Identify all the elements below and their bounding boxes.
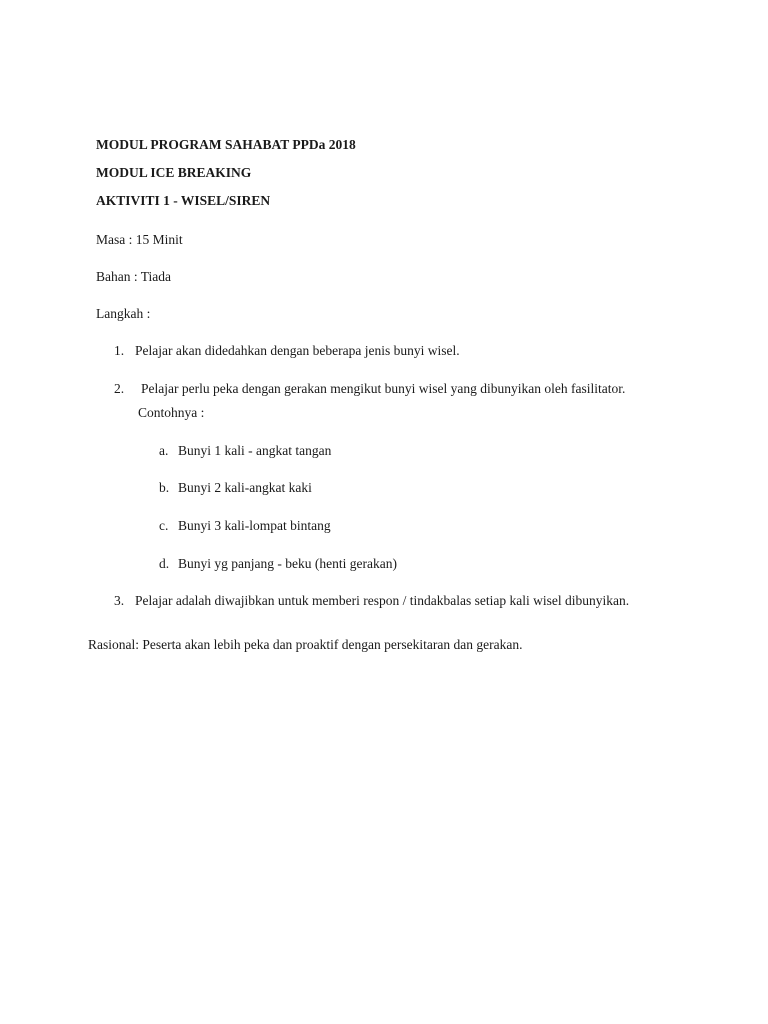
steps-heading: Langkah : bbox=[96, 306, 151, 321]
document-title: MODUL PROGRAM SAHABAT PPDa 2018 bbox=[96, 137, 356, 152]
activity-title: AKTIVITI 1 - WISEL/SIREN bbox=[96, 193, 271, 208]
materials-text: Bahan : Tiada bbox=[96, 269, 172, 284]
substep-text: Bunyi yg panjang - beku (henti gerakan) bbox=[178, 556, 397, 571]
duration-text: Masa : 15 Minit bbox=[96, 232, 183, 247]
step-continuation: Contohnya : bbox=[138, 405, 205, 420]
substep-marker: c. bbox=[159, 518, 169, 533]
substep-text: Bunyi 3 kali-lompat bintang bbox=[178, 518, 331, 533]
step-text: Pelajar perlu peka dengan gerakan mengikut bunyi wisel yang dibunyikan oleh fasilitator. bbox=[141, 381, 626, 396]
substep-marker: d. bbox=[159, 556, 170, 571]
step-text: Pelajar adalah diwajibkan untuk memberi respon / tindakbalas setiap kali wisel dibunyikan. bbox=[135, 593, 630, 608]
substep-marker: a. bbox=[159, 443, 169, 458]
step-text: Pelajar akan didedahkan dengan beberapa jenis bunyi wisel. bbox=[135, 343, 460, 358]
step-marker: 3. bbox=[114, 593, 125, 608]
substep-text: Bunyi 2 kali-angkat kaki bbox=[178, 480, 312, 495]
rationale-text: Rasional: Peserta akan lebih peka dan proaktif dengan persekitaran dan gerakan. bbox=[88, 637, 523, 652]
substep-text: Bunyi 1 kali - angkat tangan bbox=[178, 443, 332, 458]
step-marker: 1. bbox=[114, 343, 125, 358]
module-title: MODUL ICE BREAKING bbox=[96, 165, 252, 180]
substep-marker: b. bbox=[159, 480, 170, 495]
step-marker: 2. bbox=[114, 381, 125, 396]
